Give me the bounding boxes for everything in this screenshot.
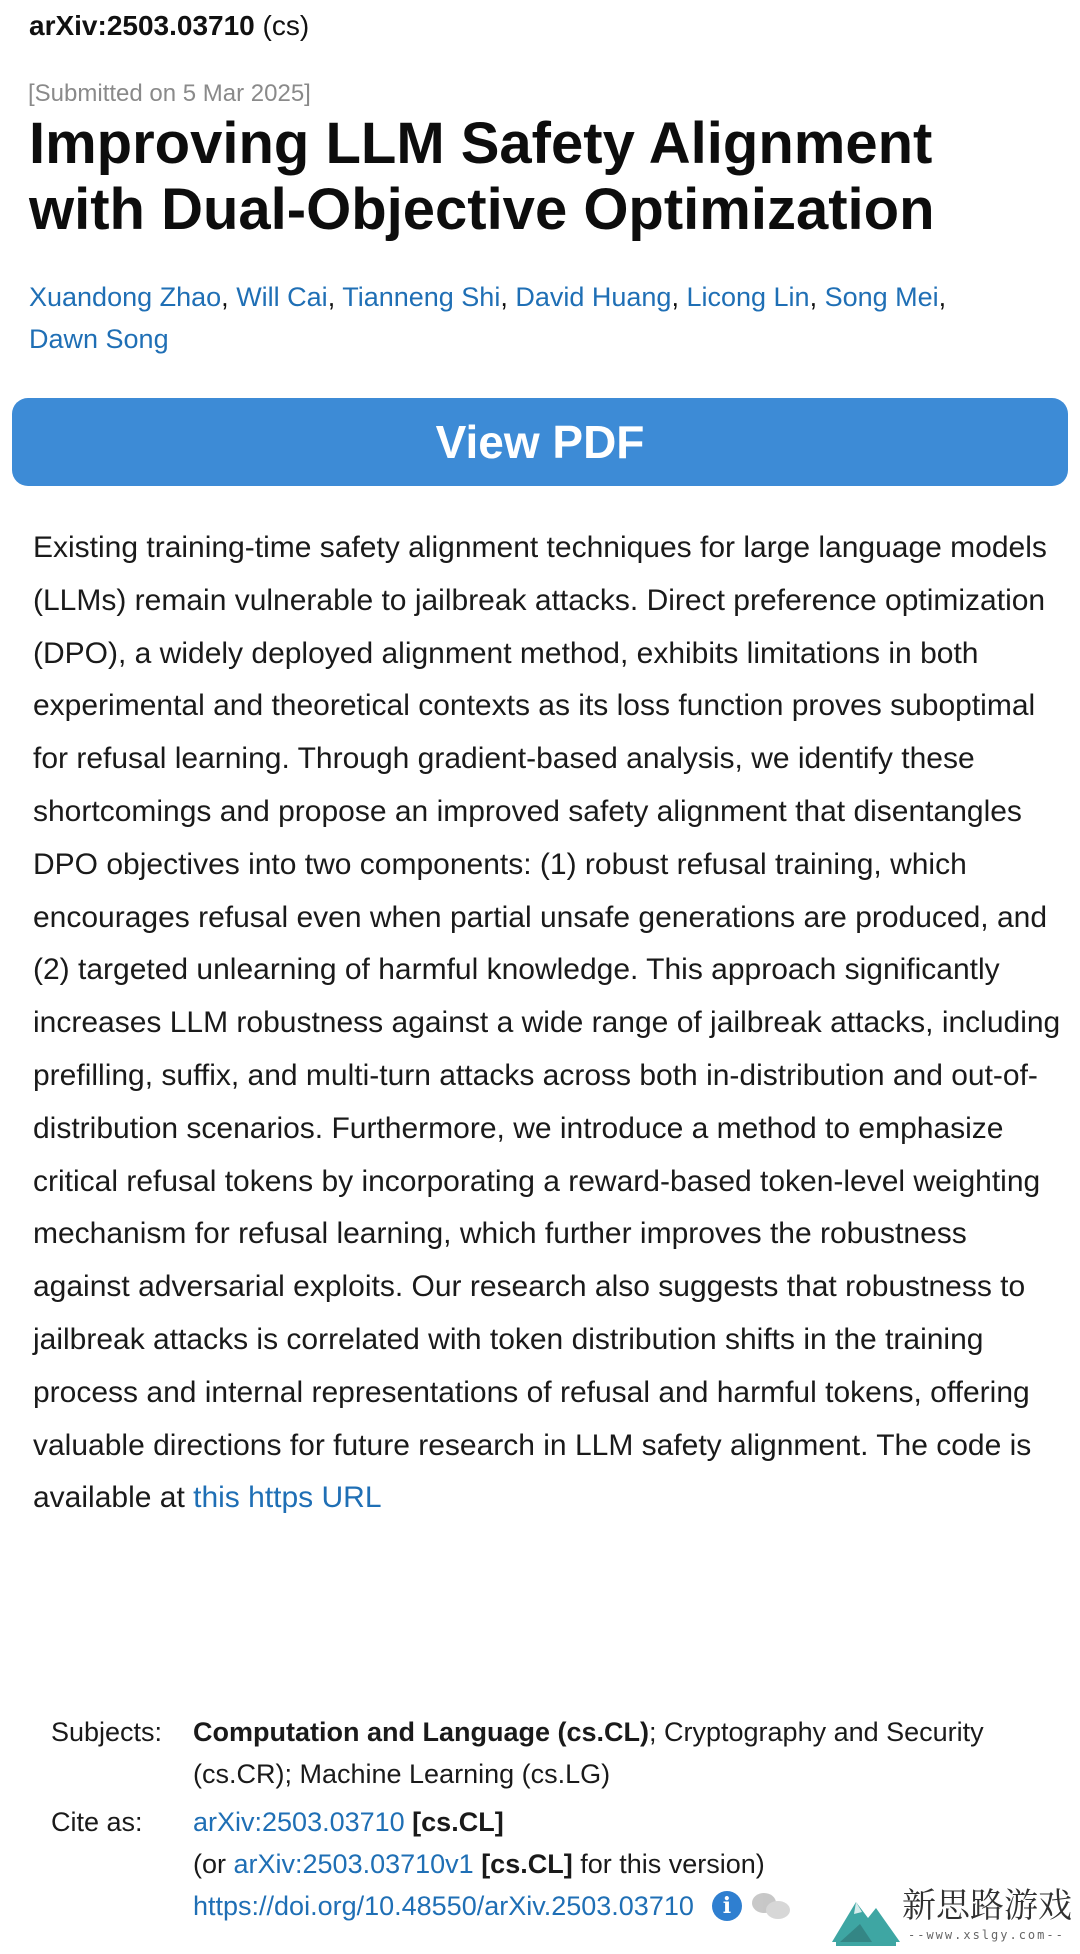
cite-id-link[interactable]: arXiv:2503.03710 [193,1807,405,1837]
doi-link[interactable]: https://doi.org/10.48550/arXiv.2503.03710 [193,1891,694,1921]
secondary-subjects: ; Cryptography and Security (cs.CR); Machine Learning (cs.LG) [193,1717,984,1789]
cite-tag: [cs.CL] [404,1807,504,1837]
author-link[interactable]: Tianneng Shi [342,282,501,312]
author-link[interactable]: Song Mei [824,282,939,312]
subjects-label: Subjects: [51,1717,163,1747]
author-link[interactable]: Dawn Song [29,324,169,354]
arxiv-category: (cs) [254,10,310,41]
subjects-value [193,1711,1071,1795]
code-url-link[interactable]: this https URL [193,1481,382,1515]
mountain-logo-icon [830,1884,902,1950]
subjects-row [51,1711,1071,1795]
abstract [33,522,1061,1525]
watermark-text: 新思路游戏 [902,1886,1072,1926]
author-link[interactable]: Licong Lin [686,282,810,312]
wechat-icon [752,1891,792,1921]
version-id-link[interactable]: arXiv:2503.03710v1 [233,1849,474,1879]
version-tag: [cs.CL] [473,1849,573,1879]
watermark-url: --www.xslgy.com-- [908,1928,1065,1942]
paper-title: Improving LLM Safety Alignment with Dual-Objective Optimization [29,111,935,242]
version-suffix: for this version) [572,1849,765,1879]
author-link[interactable]: Will Cai [236,282,328,312]
author-link[interactable]: David Huang [515,282,672,312]
author-list: Xuandong Zhao, Will Cai, Tianneng Shi, David Huang, Licong Lin, Song Mei, Dawn Song [29,282,947,354]
version-prefix: (or [193,1849,234,1879]
submission-date: [Submitted on 5 Mar 2025] [28,80,311,107]
abstract-text: Existing training-time safety alignment techniques for large language models (LLMs) remain vulnerable to jailbreak attacks. Direct preference optimization (DPO), a widely deployed alignment method, exhibits limitations in both experimental and theoretical contexts as its loss function proves suboptimal for refusal learning. Through gradient-based analysis, we identify these shortcomings and propose an improved safety alignment that disentangles DPO objectives into two components: (1) robust refusal training, which encourages refusal even when partial unsafe generations are produced, and (2) targeted unlearning of harmful knowledge. This approach significantly increases LLM robustness against a wide range of jailbreak attacks, including prefilling, suffix, and multi-turn attacks across both in-distribution and out-of-distribution scenarios. Furthermore, we introduce a method to emphasize critical refusal tokens by incorporating a reward-based token-level weighting mechanism for refusal learning, which further improves the robustness against adversarial exploits. Our research also suggests that robustness to jailbreak attacks is correlated with token distribution shifts in the training process and internal representations of refusal and harmful tokens, offering valuable directions for future research in LLM safety alignment. The code is available at [33,531,1061,1515]
primary-subject: Computation and Language (cs.CL) [193,1717,649,1747]
version-line [193,1843,1071,1885]
watermark-logo [826,1880,1080,1954]
arxiv-id: arXiv:2503.03710 [29,10,255,41]
info-icon[interactable]: i [712,1891,742,1921]
author-link[interactable]: Xuandong Zhao [29,282,222,312]
arxiv-header [29,8,309,44]
cite-label: Cite as: [51,1807,143,1837]
view-pdf-button[interactable]: View PDF [12,398,1068,486]
cite-line [193,1801,1071,1843]
